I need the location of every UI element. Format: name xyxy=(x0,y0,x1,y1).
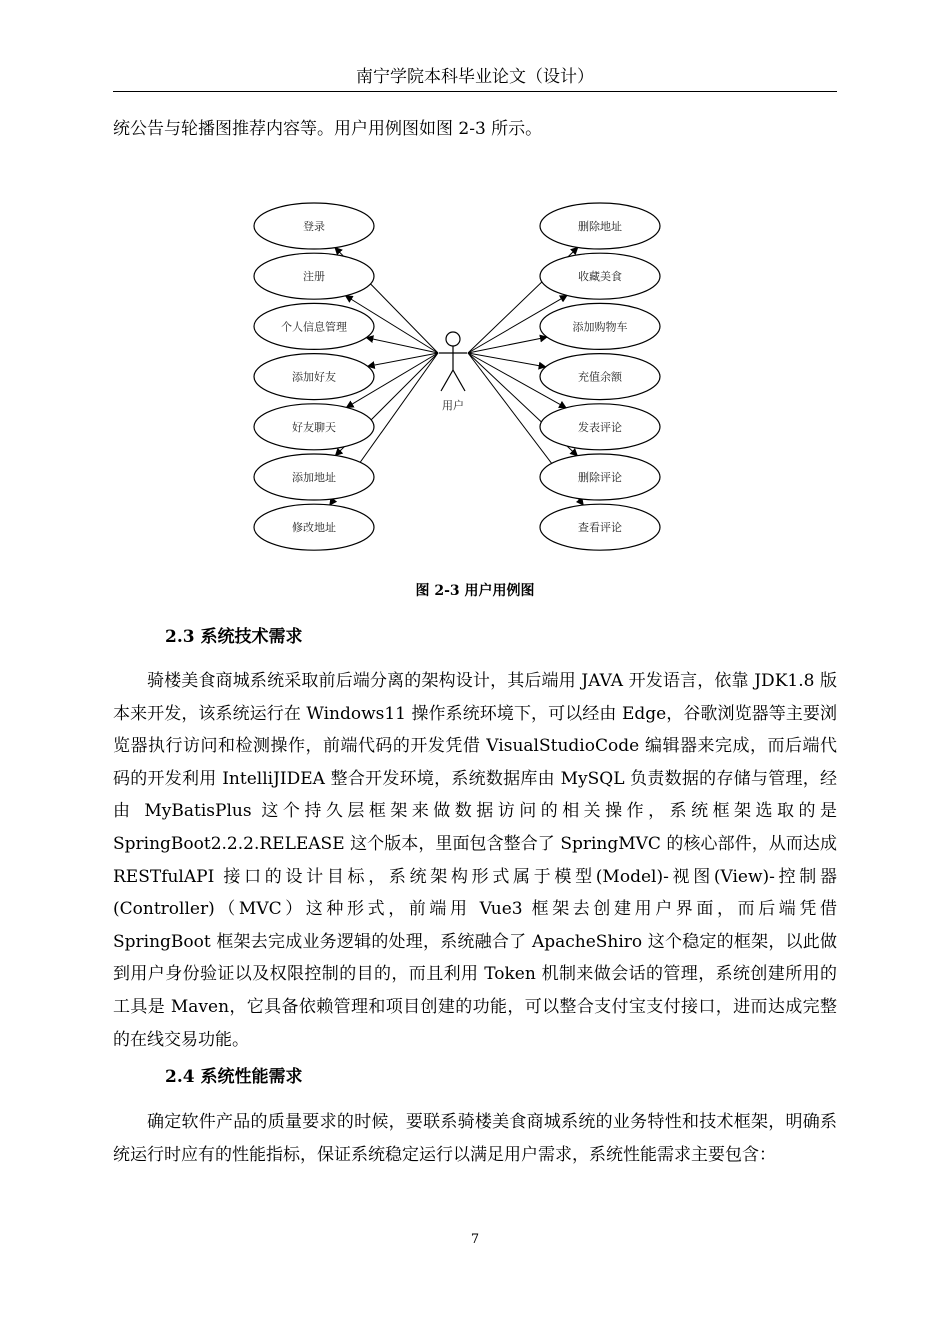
use-case-left-4 xyxy=(254,354,374,400)
section-heading-2-4: 2.4 系统性能需求 xyxy=(165,1067,303,1087)
page-header: 南宁学院本科毕业论文（设计） xyxy=(356,67,594,87)
actor-label: 用户 xyxy=(442,399,464,412)
use-case-label: 查看评论 xyxy=(578,521,622,535)
use-case-left-6 xyxy=(254,454,374,500)
use-case-right-4 xyxy=(540,354,660,400)
page-number: 7 xyxy=(470,1232,480,1247)
use-case-left-1 xyxy=(254,203,374,249)
use-case-label: 删除评论 xyxy=(578,471,622,484)
header-rule xyxy=(113,91,837,92)
use-case-left-7 xyxy=(254,504,374,550)
actor-left-leg xyxy=(441,370,453,391)
use-case-left-3 xyxy=(254,303,374,349)
use-case-label: 添加购物车 xyxy=(572,320,628,334)
use-case-label: 收藏美食 xyxy=(578,270,622,284)
use-case-label: 添加地址 xyxy=(292,471,336,484)
use-case-right-5 xyxy=(540,404,660,450)
use-case-label: 个人信息管理 xyxy=(281,320,347,334)
actor-head xyxy=(446,332,460,346)
use-case-label: 添加好友 xyxy=(292,370,336,384)
use-case-left-2 xyxy=(254,253,374,299)
use-case-right-1 xyxy=(540,203,660,249)
use-case-label: 发表评论 xyxy=(578,420,622,434)
use-case-label: 登录 xyxy=(303,220,325,233)
figure-caption: 图 2-3 用户用例图 xyxy=(415,583,535,599)
use-case-right-2 xyxy=(540,253,660,299)
use-case-left-5 xyxy=(254,404,374,450)
use-case-right-6 xyxy=(540,454,660,500)
use-case-label: 充值余额 xyxy=(578,370,622,384)
association-arrow-left-3 xyxy=(366,338,438,353)
use-case-right-7 xyxy=(540,504,660,550)
use-case-label: 注册 xyxy=(303,270,325,284)
actor-figure xyxy=(439,332,467,391)
use-case-label: 删除地址 xyxy=(578,220,622,233)
section-body-2-4: 确定软件产品的质量要求的时候，要联系骑楼美食商城系统的业务特性和技术框架，明确系统运行时应有的性能指标，保证系统稳定运行以满足用户需求，系统性能需求主要包含： xyxy=(113,1112,837,1165)
section-body-2-3: 骑楼美食商城系统采取前后端分离的架构设计，其后端用 JAVA 开发语言，依靠 JDK1.8 版本来开发，该系统运行在 Windows11 操作系统环境下，可以经由 Edge，谷歌浏览器等主要浏览器执行访问和检测操作，前端代码的开发凭借 VisualStudioCode 编辑器来完成，而后端代码的开发利用 IntelliJIDEA 整合开发环境，系统数据库由 MySQL 负责数据的存储与管理，经由 MyBatisPlus 这个持久层框架来做数据访问的相关操作，系统框架选取的是 SpringBoot2.2.2.RELEASE 这个版本，里面包含整合了 SpringMVC 的核心部件，从而达成 RESTfulAPI 接口的设计目标，系统架构形式属于模型(Model)-视图(View)-控制器(Controller)（MVC）这种形式，前端用 Vue3 框架去创建用户界面，而后端凭借 SpringBoot 框架去完成业务逻辑的处理，系统融合了 ApacheShiro 这个稳定的框架，以此做到用户身份验证以及权限控制的目的，而且利用 Token 机制来做会话的管理，系统创建所用的工具是 Maven，它具备依赖管理和项目创建的功能，可以整合支付宝支付接口，进而达成完整的在线交易功能。 xyxy=(113,671,837,1050)
actor-right-leg xyxy=(453,370,465,391)
use-case-diagram xyxy=(245,193,705,568)
section-heading-2-3: 2.3 系统技术需求 xyxy=(165,627,303,647)
use-case-label: 好友聊天 xyxy=(292,420,336,434)
use-case-right-3 xyxy=(540,303,660,349)
association-arrow-right-3 xyxy=(468,337,547,353)
use-case-label: 修改地址 xyxy=(292,521,336,535)
intro-paragraph: 统公告与轮播图推荐内容等。用户用例图如图 2-3 所示。 xyxy=(113,119,543,139)
